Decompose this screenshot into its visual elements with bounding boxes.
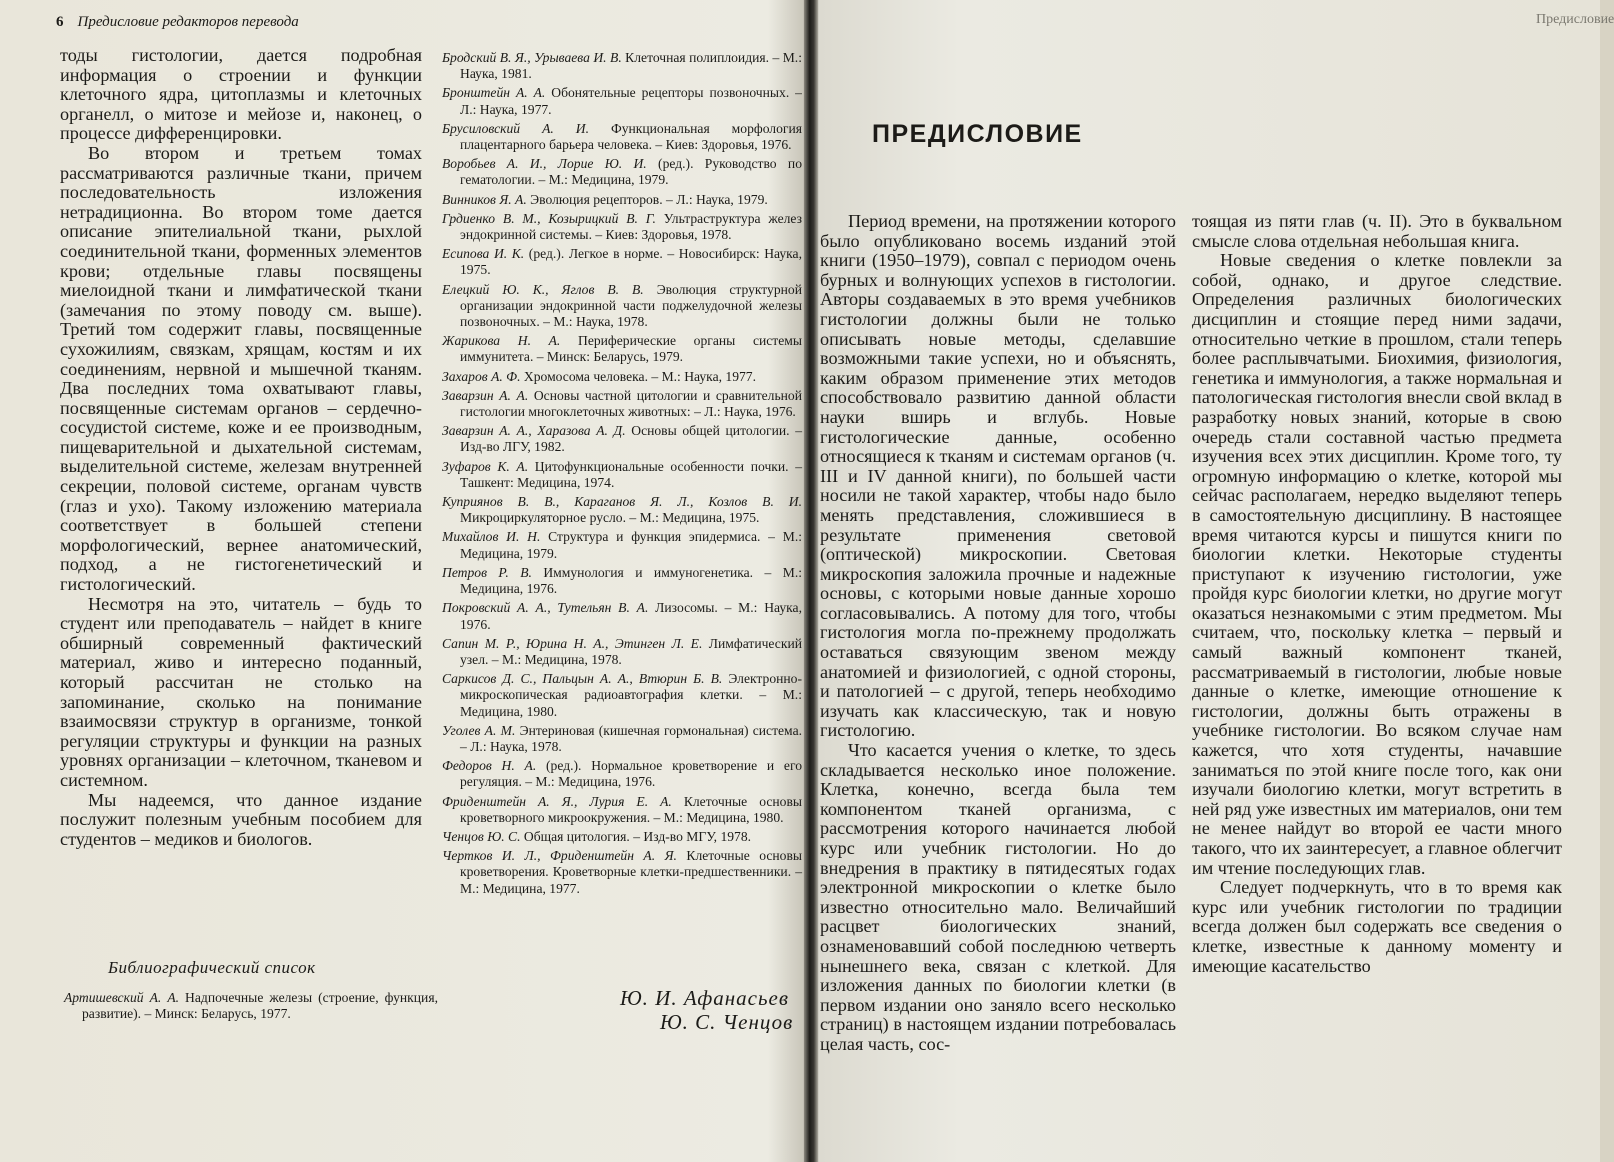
bib-text: Периферические органы системы иммунитета. – Минск: Беларусь, 1979. <box>460 333 802 365</box>
bibliography-entry <box>442 723 802 755</box>
bib-text: Структура и функция эпидермиса. – М.: Медицина, 1979. <box>460 529 802 561</box>
bib-author: Захаров А. Ф. <box>442 368 521 384</box>
right-page <box>816 0 1614 1162</box>
bib-text: Основы общей цитологии. – Изд-во ЛГУ, 1982. <box>460 423 802 455</box>
bib-text: Микроциркуляторное русло. – М.: Медицина, 1975. <box>460 510 760 526</box>
bib-author: Грдиенко В. М., Козырицкий В. Г. <box>442 210 656 226</box>
bib-text: Функциональная морфология плацентарного барьера человека. – Киев: Здоровья, 1976. <box>460 120 802 153</box>
bibliography-entry <box>442 85 802 117</box>
bibliography-entry <box>442 388 802 420</box>
bibliography-entry <box>442 636 802 668</box>
running-head-title: Предисловие редакторов перевода <box>77 14 299 30</box>
bib-text: (ред.). Легкое в норме. – Новосибирск: Наука, 1975. <box>460 246 802 278</box>
left-running-head <box>56 14 299 31</box>
bibliography-entry <box>442 192 802 208</box>
bib-text: Эволюция структурной организации эндокринной части поджелудочной железы позвоночных. – М.: Наука, 1978. <box>460 281 802 330</box>
paragraph: Новые сведения о клетке повлекли за собой, однако, и другое следствие. Определения различных биологических дисциплин и стоящие перед ними задачи, относительно четкие в прошлом, стали теперь более расплывчатыми. Биохимия, физиология, генетика и иммунология, а также нормальная и патологическая гистология внесли свой вклад в разработку новых знаний, которые в свою очередь стали составной частью предмета изучения всех этих дисциплин. Кроме того, ту огромную информацию о клетке, которой мы сейчас располагаем, нередко выделяют теперь в самостоятельную дисциплину. В настоящее время читаются курсы и пишутся книги по биологии клетки. Некоторые студенты приступают к изучению гистологии, уже пройдя курс биологии клетки, но другие могут оказаться незнакомыми с этим предметом. Мы считаем, что, поскольку клетка – первый и самый важный компонент тканей, рассматриваемый в гистологии, любые новые данные о клетке, имеющие отношение к гистологии, должны быть отражены в учебнике гистологии. Во всяком случае нам кажется, что хотя студенты, начавшие заниматься по этой книге после того, как они изучали биологию клетки, могут встретить в ней ряд уже известных им материалов, они тем не менее найдут во второй ее части много такого, что их заинтересует, а главное облегчит им чтение последующих глав. <box>1192 250 1562 878</box>
bib-text: Основы частной цитологии и сравнительной гистологии многоклеточных животных: – Л.: Наука, 1976. <box>460 387 803 420</box>
bib-author: Михайлов И. Н. <box>442 529 541 545</box>
bibliography-entry <box>442 848 802 897</box>
paragraph: Что касается учения о клетке, то здесь складывается несколько иное положение. Клетка, конечно, всегда была тем компонентом тканей организма, с рассмотрения которого начинается любой курс или учебник гистологии. Но до внедрения в практику в пятидесятых годах электронной микроскопии о клетке было известно относительно мало. Величайший расцвет биологических знаний, ознаменовавший собой последнюю четверть нынешнего века, связан с клеткой. Для изложения данных по биологии клетки (в первом издании оно заняло всего несколько страниц) в настоящем издании потребовалась целая часть, сос- <box>820 740 1176 1054</box>
signature: Ю. И. Афанасьев <box>620 986 789 1010</box>
bib-author: Сапин М. Р., Юрина Н. А., Этинген Л. Е. <box>442 635 703 651</box>
bib-text: Лимфатический узел. – М.: Медицина, 1978. <box>460 635 802 667</box>
bibliography-list <box>442 50 802 900</box>
bib-text: Энтериновая (кишечная гормональная) система. – Л.: Наука, 1978. <box>460 722 802 754</box>
bibliography-entry <box>442 369 802 385</box>
paragraph: Во втором и третьем томах рассматриваются различные ткани, причем последовательность изложения нетрадиционна. Во втором томе дается описание эпителиальной ткани, рыхлой соединительной ткани, форменных элементов крови; отдельные главы посвящены миелоидной ткани и лимфатической ткани (замечания по этому поводу см. выше). Третий том содержит главы, посвященные сухожилиям, связкам, хрящам, костям и их соединениям, нервной и мышечной тканям. Два последних тома охватывают главы, посвященные системам органов – сердечно-сосудистой системе, коже и ее производным, пищеварительной и дыхательной системам, выделительной системе, железам внутренней секреции, половой системе, органам чувств (глаз и ухо). Такому изложению материала соответствует в большей степени морфологический, вернее анатомический, подход, а не гистогенетический и гистологический. <box>60 142 422 595</box>
bib-author: Бронштейн А. А. <box>442 85 546 101</box>
bibliography-entry <box>442 50 802 82</box>
bib-author: Уголев А. М. <box>442 722 516 738</box>
bibliography-entry <box>442 459 802 491</box>
bibliography-entry <box>442 121 802 153</box>
right-column-2 <box>1192 212 1562 976</box>
bib-author: Ченцов Ю. С. <box>442 828 521 844</box>
bib-text: Лизосомы. – М.: Наука, 1976. <box>460 600 802 632</box>
paragraph: тоящая из пяти глав (ч. II). Это в буквальном смысле слова отдельная небольшая книга. <box>1192 211 1562 251</box>
bib-text: Клеточная полиплоидия. – М.: Наука, 1981. <box>460 50 802 82</box>
bib-author: Покровский А. А., Тутельян В. А. <box>442 600 649 616</box>
bibliography-entry <box>442 333 802 365</box>
bib-text: Общая цитология. – Изд-во МГУ, 1978. <box>520 828 752 844</box>
bib-author: Артишевский А. А. <box>64 990 180 1005</box>
bibliography-entry <box>442 671 802 720</box>
bib-author: Чертков И. Л., Фриденштейн А. Я. <box>442 848 677 864</box>
bib-author: Фриденштейн А. Я., Лурия Е. А. <box>442 793 672 809</box>
bibliography-entry <box>442 282 802 331</box>
bib-text: Клеточные основы кроветворного микроокружения. – М.: Медицина, 1980. <box>460 793 802 825</box>
bibliography-entry <box>442 565 802 597</box>
bib-author: Заварзин А. А., Харазова А. Д. <box>442 423 626 439</box>
bib-author: Федоров Н. А. <box>442 758 537 774</box>
bib-author: Воробьев А. И., Лорие Ю. И. <box>442 156 647 172</box>
bibliography-entry <box>442 423 802 455</box>
bib-text: Иммунология и иммуногенетика. – М.: Медицина, 1976. <box>460 564 802 597</box>
bib-author: Есипова И. К. <box>442 246 525 262</box>
bib-author: Саркисов Д. С., Пальцын А. А., Втюрин Б. В. <box>442 671 723 687</box>
bib-author: Бродский В. Я., Урываева И. В. <box>442 50 622 65</box>
bib-text: Обонятельные рецепторы позвоночных. – Л.: Наука, 1977. <box>460 85 802 117</box>
bib-author: Жарикова Н. А. <box>442 333 561 349</box>
bib-text: (ред.). Нормальное кроветворение и его регуляция. – М.: Медицина, 1976. <box>460 758 803 790</box>
right-running-head: Предисловие <box>1536 12 1614 27</box>
paragraph: тоды гистологии, дается подробная информация о строении и функции клеточного ядра, цитоплазмы и клеточных органелл, о митозе и мейозе и, наконец, о процессе дифференцировки. <box>60 45 422 144</box>
left-main-text <box>60 46 422 849</box>
bib-text: Ультраструктура желез эндокринной системы. – Киев: Здоровья, 1978. <box>460 210 802 243</box>
page-number: 6 <box>56 14 64 30</box>
bib-text: (ред.). Руководство по гематологии. – М.: Медицина, 1979. <box>460 156 803 188</box>
bibliography-entry <box>442 600 802 632</box>
bib-author: Заварзин А. А. <box>442 387 529 403</box>
bibliography-entry <box>64 990 438 1022</box>
chapter-heading: ПРЕДИСЛОВИЕ <box>872 120 1083 148</box>
paragraph: Несмотря на это, читатель – будь то студент или преподаватель – найдет в книге обширный современный фактический материал, живо и интересно поданный, который рассчитан не столько на запоминание, сколько на понимание взаимосвязи структур в организме, тонкой регуляции структуры и функции на разных уровнях организации – клеточном, тканевом и системном. <box>60 593 422 790</box>
bib-author: Елецкий Ю. К., Яглов В. В. <box>442 281 644 297</box>
bibliography-entry <box>442 529 802 561</box>
bibliography-entry <box>442 246 802 278</box>
bib-text: Цитофункциональные особенности почки. – Ташкент: Медицина, 1974. <box>460 458 802 490</box>
editor-signatures <box>620 986 793 1034</box>
paragraph: Мы надеемся, что данное издание послужит полезным учебным пособием для студентов – медиков и биологов. <box>60 789 422 849</box>
signature: Ю. С. Ченцов <box>660 1010 794 1034</box>
right-column-1 <box>820 212 1176 1055</box>
paragraph: Следует подчеркнуть, что в то время как курс или учебник гистологии по традиции всегда должен был содержать все сведения о клетке, известные к данному моменту и имеющие касательство <box>1192 877 1562 976</box>
bib-text: Эволюция рецепторов. – Л.: Наука, 1979. <box>526 191 768 207</box>
bib-author: Зуфаров К. А. <box>442 458 529 474</box>
bib-author: Куприянов В. В., Караганов Я. Л., Козлов В. И. <box>442 494 802 510</box>
bibliography-entry <box>442 494 802 526</box>
bibliography-entry <box>442 211 802 243</box>
bibliography-title: Библиографический список <box>108 958 316 977</box>
bibliography-entry <box>442 156 802 188</box>
bib-text: Хромосома человека. – М.: Наука, 1977. <box>520 368 756 384</box>
bib-author: Петров Р. В. <box>442 564 532 580</box>
bib-text: Клеточные основы кроветворения. Кроветворные клетки-предшественники. – М.: Медицина, 1977. <box>460 848 802 896</box>
bib-author: Брусиловский А. И. <box>442 120 589 136</box>
bibliography-entry <box>442 758 802 790</box>
paragraph: Период времени, на протяжении которого было опубликовано восемь изданий этой книги (1950–1979), совпал с периодом очень бурных и волнующих успехов в гистологии. Авторы создаваемых в это время учебников гистологии должны были не только описывать новые методы, сделавшие возможными такие успехи, но и объяснять, каким образом применение этих методов способствовало развитию данной области науки вширь и вглубь. Новые гистологические данные, особенно относящиеся к тканям и системам органов (ч. III и IV данной книги), по большей части носили не такой характер, чтобы надо было менять представления, сложившиеся в результате применения световой (оптической) микроскопии. Световая микроскопия заложила прочные и надежные основы, с которыми новые данные хорошо согласовывались. А потому для того, чтобы гистология могла по-прежнему продолжать оставаться связующим звеном между анатомией и физиологией, с одной стороны, и патологией – с другой, теперь необходимо изучать как классическую, так и новую гистологию. <box>820 211 1176 741</box>
bib-author: Винников Я. А. <box>442 191 527 207</box>
bib-text: Надпочечные железы (строение, функция, развитие). – Минск: Беларусь, 1977. <box>82 990 438 1022</box>
bibliography-entry <box>442 794 802 826</box>
bib-text: Электронно-микроскопическая радиоавтография клетки. – М.: Медицина, 1980. <box>460 671 802 719</box>
bibliography-entry <box>442 829 802 845</box>
